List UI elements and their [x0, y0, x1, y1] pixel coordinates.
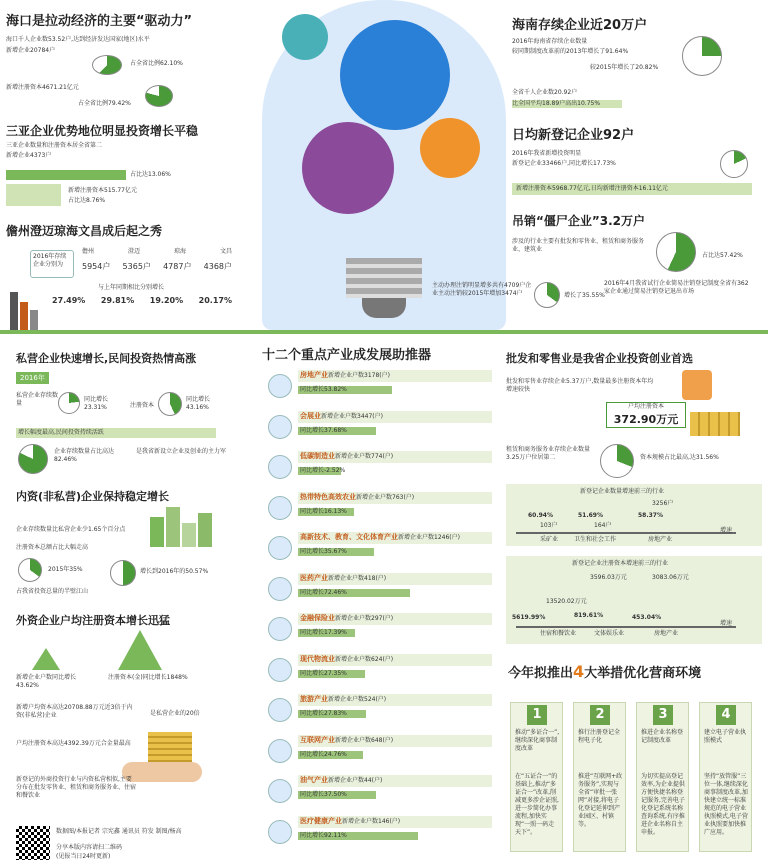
triangle-large	[118, 630, 162, 670]
chart1-title: 新登记企业数量增速前三的行业	[580, 488, 665, 495]
wholesale-pie	[600, 444, 634, 478]
year-badge: 2016年	[16, 372, 49, 384]
step-number: 4	[716, 705, 736, 725]
sanya-bar2	[6, 184, 61, 206]
private-bg: 同比增长43.16%	[186, 396, 211, 411]
wholesale-a: 批发和零售业存续企业5.37万户,数量最多注册资本年均增速较快	[506, 378, 654, 393]
step-heading: 推动“多证合一”,继续深化商事制度改革	[515, 729, 560, 752]
credit: 数据图/本报记者 宗宪鑫 通讯员 符发 制图/杨高	[56, 828, 182, 835]
industry-name: 低碳制造业	[300, 452, 335, 460]
c1-v2: 58.37%	[638, 512, 663, 519]
qr-code-icon[interactable]	[16, 826, 50, 860]
industry-row	[266, 490, 494, 530]
c1-v0: 60.94%	[528, 512, 553, 519]
zombie-l2: 主动办理注销明显增多共有4709户企业主动注销较2015年增加3474户	[432, 282, 532, 297]
shopping-bag-icon	[682, 370, 712, 400]
city-name: 琼海	[173, 248, 186, 255]
foreign-a: 新增企业户数同比增长43.62%	[16, 674, 77, 689]
industry-count: 新增企业户数3447(户)	[321, 412, 383, 420]
industry-icon	[268, 415, 292, 439]
industry-count: 新增企业户数648(户)	[335, 736, 394, 744]
zombie-l3: 2016年4月我省试行企业简易注销登记制度全省有362家企业通过简易注销登记退出市场	[604, 280, 749, 295]
city-skyline-icon	[150, 505, 230, 547]
foreign-c2: 是私营企业的20倍	[150, 710, 200, 717]
chart2-title: 新登记企业注册资本增速前三的行业	[572, 560, 669, 567]
city-name: 儋州	[82, 248, 95, 255]
industry-name: 热带特色高效农业	[300, 492, 356, 501]
industry-icon	[268, 698, 292, 722]
industry-icon	[268, 658, 292, 682]
industry-icon	[268, 577, 292, 601]
haikou-pie2	[145, 85, 173, 107]
sanya-bar1	[6, 170, 126, 180]
step-body: 坚持“放管服”三位一体,继续深化商事制度改革,加快建立统一标准规范的电子营业执照模式,电子营业执照要加快推广应用。	[704, 773, 748, 836]
stock-l1: 2016年海南省存续企业数量	[512, 38, 588, 45]
wholesale-box	[606, 402, 686, 428]
haikou-p1: 占全省比例62.10%	[130, 60, 183, 67]
coins-icon	[148, 732, 192, 762]
stock-l5: 比全国平均18.89户高出10.75%	[512, 100, 601, 107]
city-count: 4787户	[163, 262, 192, 271]
industry-growth: 同比增长37.50%	[300, 791, 347, 798]
stock-title: 海南存续企业近20万户	[512, 18, 648, 33]
industry-name: 会展业	[300, 411, 321, 420]
growth-value: 19.20%	[149, 296, 184, 305]
sanya-title: 三亚企业优势地位明显投资增长平稳	[6, 124, 199, 138]
stock-l3: 较2015年增长了20.82%	[590, 64, 659, 71]
daily-l1: 2016年我省新增投资明显	[512, 150, 582, 157]
domestic-title: 内资(非私营)企业保持稳定增长	[16, 490, 170, 503]
c2-t1: 3596.03万元	[590, 574, 627, 581]
industry-icon	[268, 820, 292, 844]
industry-growth: 同比增长16.13%	[300, 507, 347, 515]
industry-row	[266, 530, 494, 570]
foreign-e: 新登记的外商投资行业与内资私营相似,主要分布在批发零售业、租赁和商务服务业、住宿和餐饮业	[16, 776, 137, 799]
step-body: 在“五证合一”的基础上,推动“多证合一”改革,削减更多涉企证照,进一步简化办事流程,加快实现“一照一码走天下”。	[515, 773, 559, 836]
industry-growth: 同比增长24.76%	[300, 750, 347, 758]
industry-row	[266, 368, 494, 408]
domestic-a: 企业存续数量比私营企业少1.65个百分点	[16, 526, 126, 533]
building-icon	[6, 285, 50, 330]
industry-count: 新增企业户数418(户)	[328, 574, 387, 582]
industry-name: 现代物流业	[300, 654, 335, 663]
step-number: 2	[590, 705, 610, 725]
wholesale-b: 户均注册资本	[627, 403, 664, 410]
industry-icon	[268, 496, 292, 520]
industry-row	[266, 449, 494, 489]
daily-l2: 新登记企业33466户,同比增长17.73%	[512, 160, 616, 167]
wholesale-d: 资本规模占比最高,达31.56%	[640, 454, 719, 461]
triangle-small	[32, 648, 60, 670]
c2-t2: 3083.06万元	[652, 574, 689, 581]
qr-text2: (见报当日24时更新)	[56, 853, 111, 860]
stock-l4: 全省千人企业数20.92户	[512, 89, 578, 96]
zombie-l1: 涉及的行业主要有批发和零售业、租赁和商务服务业、建筑业	[512, 238, 645, 253]
zombie-title: 吊销“僵尸企业”3.2万户	[512, 214, 646, 228]
industry-row	[266, 692, 494, 732]
sanya-p1: 占比达13.06%	[130, 171, 171, 178]
step-heading: 推进企业名称登记制度改革	[641, 729, 684, 744]
industry-growth: 同比增长37.68%	[300, 426, 347, 434]
sanya-p2: 占比达8.76%	[68, 197, 106, 204]
c2-c0: 住宿和餐饮业	[540, 630, 577, 637]
wholesale-title: 批发和零售业是我省企业投资创业首选	[506, 352, 693, 365]
sanya-l1: 三亚企业数量和注册资本居全省第二	[6, 142, 103, 149]
private-b: 注册资本	[130, 402, 155, 409]
zombie-pie2	[534, 282, 560, 308]
growth-value: 20.17%	[198, 296, 232, 305]
industry-growth: 同比增长53.82%	[300, 386, 347, 393]
industry-count: 新增企业户数44(户)	[328, 777, 383, 784]
industry-icon	[268, 739, 292, 763]
foreign-title: 外资企业户均注册资本增长迅猛	[16, 614, 170, 627]
haikou-pie1	[92, 55, 122, 75]
c2-t0: 13520.02万元	[546, 598, 587, 605]
gear-large-icon	[340, 20, 450, 130]
step-body: 为切实提高登记效率,为企业提供方便快捷名称登记服务,完善电子化登记系统名称查询系统,有序推进企业名称自主申报。	[641, 773, 685, 836]
step-body: 推进“互联网+政务服务”,实现与全省“审批一张网”对接,将电子化登记延伸到产业园区、村镇等。	[578, 773, 623, 828]
haikou-l1: 海口千人企业数53.52户,达到经济发达国家(地区)水平	[6, 36, 150, 43]
industry-count: 新增企业户数1246(户)	[398, 534, 460, 541]
industry-growth: 同比增长27.35%	[300, 669, 347, 677]
c1-n1: 164户	[594, 522, 612, 529]
private-pie-d	[18, 444, 48, 474]
private-e: 是我省新设立企业及创业的主力军	[136, 448, 227, 455]
bulb-tip	[362, 298, 406, 318]
c2-v0: 5619.99%	[512, 614, 546, 621]
c1-arrow: 增速	[720, 527, 733, 534]
qr-text: 分享本版内容请扫二维码	[56, 844, 123, 851]
industry-name: 旅游产业	[300, 695, 328, 703]
chart2-axis	[516, 626, 736, 628]
c1-n0: 103户	[540, 522, 558, 529]
industry-row	[266, 611, 494, 651]
stock-l2: 较同期制度改革前的2013年增长了91.64%	[512, 48, 629, 55]
private-ag: 同比增长23.31%	[84, 396, 109, 411]
industry-row	[266, 733, 494, 773]
measure-step	[636, 702, 689, 852]
bulb-base	[346, 258, 422, 298]
industry-count: 新增企业户数146(户)	[342, 817, 401, 825]
foreign-c: 新增户均资本高达20708.88万元近3倍于内资(非私营)企业	[16, 704, 133, 719]
domestic-e: 占我省投资总量的半壁江山	[16, 588, 89, 595]
industry-name: 金融保险业	[300, 614, 335, 622]
gear-small-icon	[282, 14, 328, 60]
c1-c1: 卫生和社会工作	[574, 536, 617, 543]
domestic-pie2	[110, 560, 136, 586]
industry-row	[266, 814, 494, 854]
wholesale-c: 租赁和商务服务业存续企业数量3.25万户位居第二	[506, 446, 591, 461]
zombie-pie	[656, 232, 696, 272]
growth-value: 29.81%	[100, 296, 135, 305]
industry-count: 新增企业户数624(户)	[335, 655, 394, 663]
step-heading: 推行注册登记全程电子化	[578, 729, 621, 744]
c2-c1: 文体娱乐业	[594, 630, 625, 637]
private-d: 企业存续数量占比高达82.46%	[54, 448, 115, 463]
city-name: 澄迈	[127, 248, 140, 255]
haikou-l3: 新增注册资本4671.21亿元	[6, 84, 79, 91]
chart1-axis	[516, 532, 736, 534]
sanya-l3: 新增注册资本515.77亿元	[68, 187, 137, 194]
daily-l3: 新增注册资本5968.77亿元,日均新增注册资本16.11亿元	[516, 185, 668, 192]
industry-icon	[268, 536, 292, 560]
industry-growth: 同比增长72.46%	[300, 588, 347, 596]
haikou-title: 海口是拉动经济的主要“驱动力”	[6, 14, 193, 29]
industry-name: 房地产业	[300, 371, 328, 379]
danzhou-title: 儋州澄迈琼海文昌成后起之秀	[6, 224, 163, 238]
industry-icon	[268, 779, 292, 803]
zombie-p1: 占比达57.42%	[702, 252, 743, 259]
industry-icon	[268, 374, 292, 398]
industry-growth: 同比增长17.39%	[300, 629, 347, 636]
industry-name: 医药产业	[300, 573, 328, 582]
c2-arrow: 增速	[720, 620, 733, 627]
industry-icon	[268, 455, 292, 479]
daily-pie	[720, 150, 748, 178]
industry-count: 新增企业户数774(户)	[335, 453, 394, 460]
industry-name: 高新技术、教育、文化体育产业	[300, 533, 398, 541]
city-count: 5365户	[122, 262, 151, 271]
haikou-l2: 新增企业20784户	[6, 47, 56, 54]
industry-name: 油气产业	[300, 776, 328, 784]
foreign-d: 户均注册资本高达4392.39万元合金量最高	[16, 740, 131, 747]
industry-count: 新增企业户数3178(户)	[328, 372, 390, 379]
step-number: 1	[527, 705, 547, 725]
c2-v1: 819.61%	[574, 612, 604, 619]
industry-row	[266, 773, 494, 813]
wholesale-bv: 372.90万元	[613, 413, 679, 426]
foreign-b: 注册资本(金)同比增长1848%	[108, 674, 188, 681]
industry-row	[266, 652, 494, 692]
c1-c0: 采矿业	[540, 536, 559, 543]
mid-title: 十二个重点产业成发展助推器	[262, 348, 432, 363]
industry-growth: 同比增长-2.52%	[300, 467, 346, 474]
domestic-b: 注册资本总额占比大幅走高	[16, 544, 89, 551]
danzhou-growth-label: 与上年同期相比分别增长	[98, 284, 165, 291]
industry-icon	[268, 617, 292, 641]
industry-count: 新增企业户数763(户)	[356, 493, 415, 501]
zombie-p2: 增长了35.55%	[564, 292, 605, 299]
coins-stack-icon	[690, 412, 740, 436]
danzhou-growth	[52, 296, 232, 305]
measure-step	[573, 702, 626, 852]
step-number: 3	[653, 705, 673, 725]
industry-growth: 同比增长92.11%	[300, 831, 347, 839]
c2-c2: 房地产业	[654, 630, 679, 637]
measure-step	[510, 702, 563, 852]
measures-title-b: 大举措优化营商环境	[584, 666, 702, 681]
haikou-p2: 占全省比例79.42%	[78, 100, 131, 107]
industry-row	[266, 571, 494, 611]
danzhou-label: 2016年存续企业分别为	[30, 250, 74, 278]
growth-value: 27.49%	[52, 296, 86, 305]
gear-purple-icon	[302, 122, 394, 214]
sanya-l2: 新增企业4373户	[6, 152, 52, 159]
industry-growth: 同比增长35.67%	[300, 548, 347, 555]
industry-name: 互联网产业	[300, 735, 335, 744]
private-pie-a	[58, 392, 80, 414]
private-a: 私营企业存续数量	[16, 392, 59, 407]
industry-growth: 同比增长27.83%	[300, 710, 347, 717]
c2-v2: 453.04%	[632, 614, 662, 621]
measure-step	[699, 702, 752, 852]
city-name: 文昌	[219, 248, 232, 255]
city-count: 4368户	[203, 262, 232, 271]
industry-name: 医疗健康产业	[300, 816, 342, 825]
industry-count: 新增企业户数297(户)	[335, 615, 394, 622]
private-c: 增长幅度最高,民间投资持续活跃	[16, 428, 216, 438]
city-count: 5954户	[82, 262, 111, 271]
domestic-pie1	[18, 558, 42, 582]
private-title: 私营企业快速增长,民间投资热情高涨	[16, 352, 197, 365]
step-heading: 建立电子营业执照模式	[704, 729, 747, 744]
private-pie-b	[158, 392, 182, 416]
stock-pie	[682, 36, 722, 76]
danzhou-table	[82, 248, 232, 272]
domestic-d: 增长到2016年的50.57%	[140, 568, 209, 575]
c1-n2: 3256户	[652, 500, 674, 507]
gear-orange-icon	[420, 118, 480, 178]
industry-count: 新增企业户数524(户)	[328, 696, 387, 703]
measures-title-a: 今年拟推出	[508, 666, 574, 681]
daily-title: 日均新登记企业92户	[512, 128, 635, 143]
c1-v1: 51.69%	[578, 512, 603, 519]
measures-title	[508, 662, 701, 681]
divider	[0, 330, 768, 334]
c1-c2: 房地产业	[648, 536, 673, 543]
measures-title-n: 4	[573, 662, 585, 681]
domestic-c: 2015年35%	[48, 566, 83, 573]
industry-row	[266, 409, 494, 449]
